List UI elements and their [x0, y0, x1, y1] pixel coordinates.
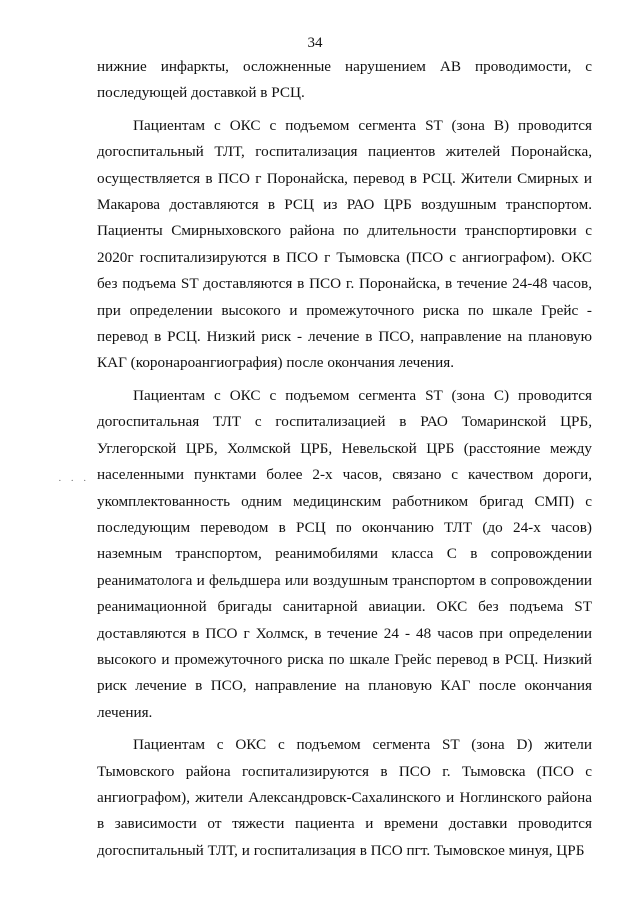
paragraph-zone-b: Пациентам с ОКС с подъемом сегмента ST (зона В) проводится догоспитальный ТЛТ, госпитализация пациентов жителей Поронайска, осуществляется в ПСО г Поронайска, перевод в РСЦ. Жители Смирных и Макарова доставляются в РСЦ из РАО ЦРБ воздушным транспортом. Пациенты Смирныховского района по длительности транспортировки с 2020г госпитализируются в ПСО г Тымовска (ПСО с ангиографом). ОКС без подъема ST доставляются в ПСО г. Поронайска, в течение 24-48 часов, при определении высокого и промежуточного риска по шкале Грейс - перевод в РСЦ. Низкий риск - лечение в ПСО, направление на плановую КАГ (коронароангиография) после окончания лечения. — [97, 116, 592, 372]
paragraph-zone-d: Пациентам с ОКС с подъемом сегмента ST (зона D) жители Тымовского района госпитализируются в ПСО г. Тымовска (ПСО с ангиографом), жители Александровск-Сахалинского и Ноглинского района в зависимости от тяжести пациента и времени доставки проводится догоспитальный ТЛТ, и госпитализация в ПСО пгт. Тымовское минуя, ЦРБ — [97, 736, 592, 859]
paragraph-continuation: нижние инфаркты, осложненные нарушением АВ проводимости, с последующей доставкой в РСЦ. — [97, 58, 592, 102]
document-body — [97, 54, 592, 864]
margin-marks: · · · — [58, 475, 90, 487]
page-number: 34 — [307, 35, 323, 51]
paragraph-zone-c: Пациентам с ОКС с подъемом сегмента ST (зона С) проводится догоспитальная ТЛТ с госпитализацией в РАО Томаринской ЦРБ, Углегорской ЦРБ, Холмской ЦРБ, Невельской ЦРБ (расстояние между населенными пунктами более 2-х часов, связано с качеством дороги, укомплектованность одним медицинским работником бригад СМП) с последующим переводом в РСЦ по окончанию ТЛТ (до 24-х часов) наземным транспортом, реанимобилями класса С в сопровождении реаниматолога и фельдшера или воздушным транспортом в сопровождении реанимационной бригады санитарной авиации. ОКС без подъема ST доставляются в ПСО г Холмск, в течение 24 - 48 часов при определении высокого и промежуточного риска по шкале Грейс перевод в РСЦ. Низкий риск лечение в ПСО, направление на плановую КАГ после окончания лечения. — [97, 386, 592, 721]
